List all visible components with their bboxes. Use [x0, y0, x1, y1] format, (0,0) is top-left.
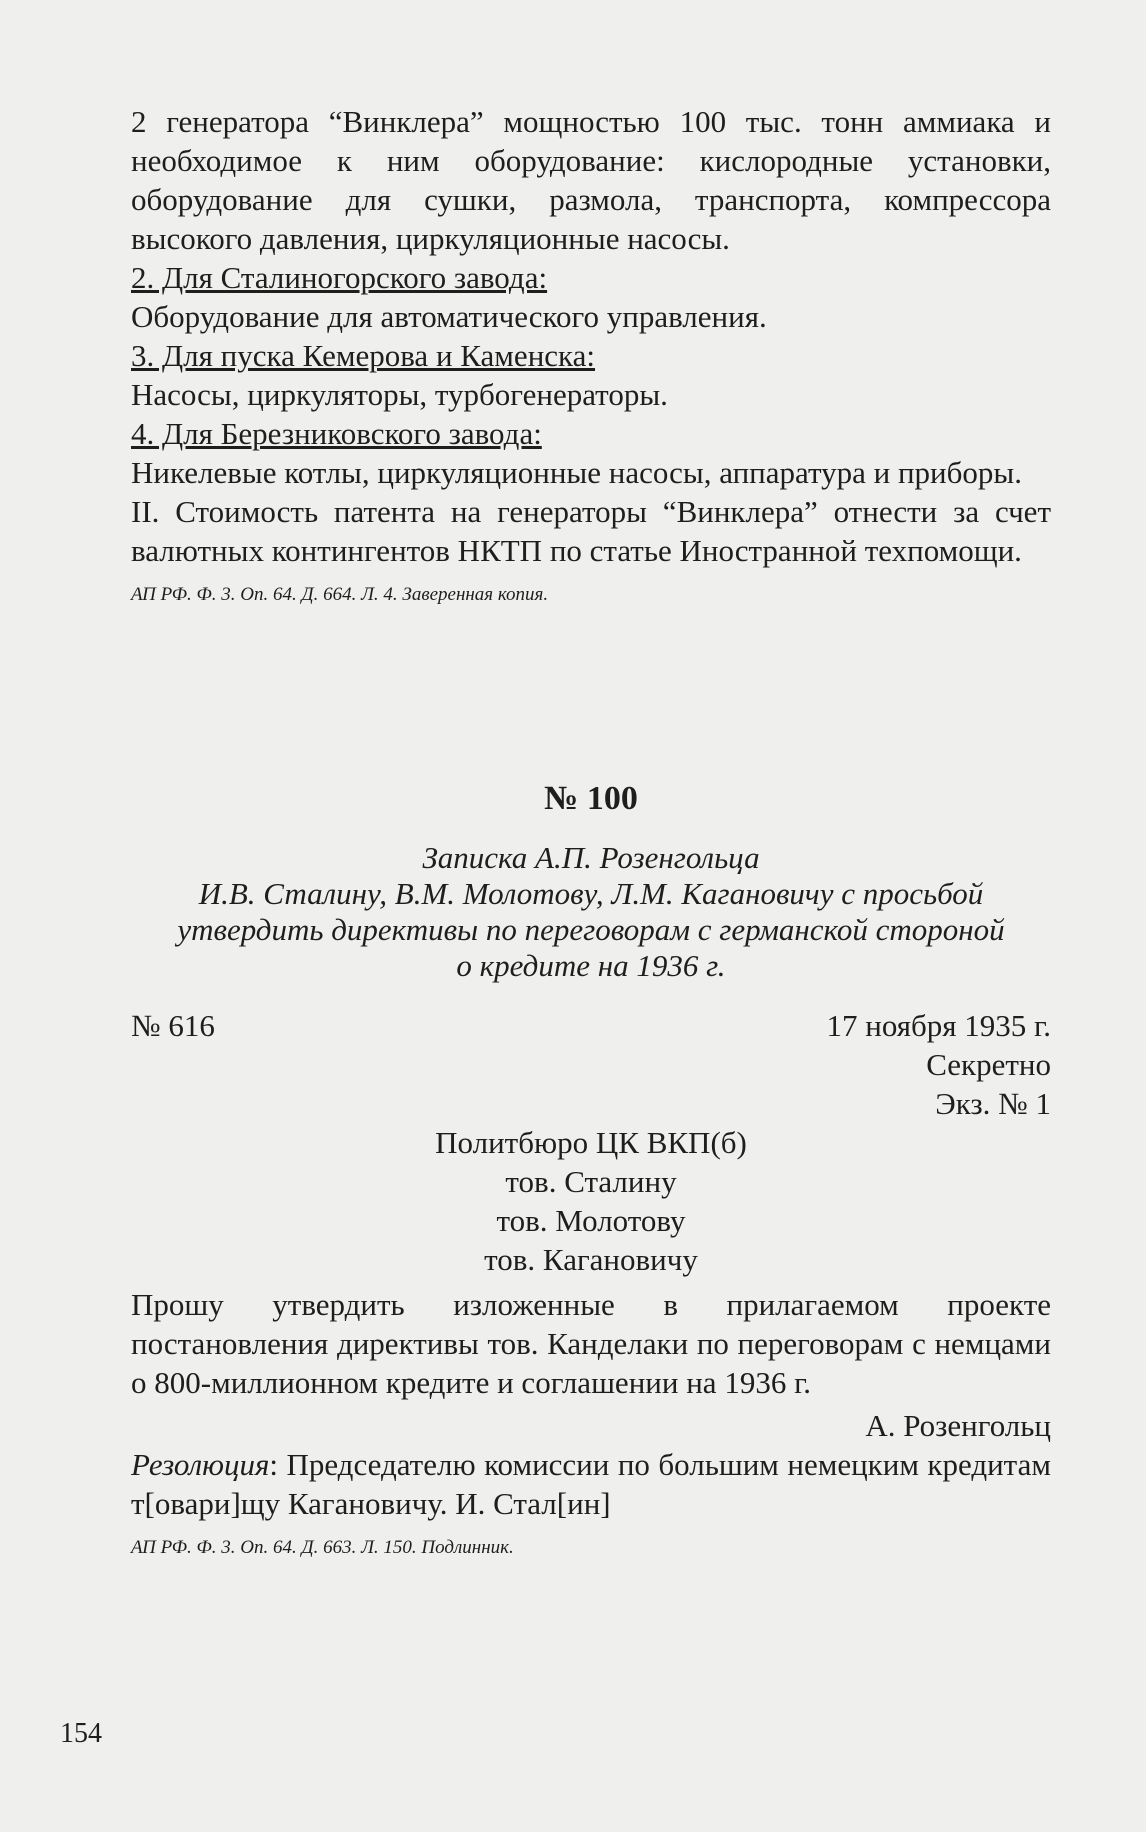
item4-label: 4. Для Березниковского завода: [131, 416, 542, 451]
heading-line-4: о кредите на 1936 г. [456, 948, 726, 983]
paragraph-generators: 2 генератора “Винклера” мощностью 100 тыс. тонн аммиака и необходимое к ним оборудование: кислородные установки, оборудование для сушки, размола, транспорта, компрессора высокого давления, циркуляционные насосы. [131, 104, 1051, 256]
reg-row [131, 1006, 1051, 1045]
doc-body: Прошу утвердить изложенные в прилагаемом проекте постановления директивы тов. Канделаки по переговорам с немцами о 800-миллионном кредите и соглашении на 1936 г. [131, 1287, 1051, 1400]
document-100 [131, 780, 1051, 1561]
item3 [131, 336, 1051, 375]
doc-number: № 100 [544, 780, 638, 817]
heading-line-1: Записка А.П. Розенгольца [422, 840, 760, 875]
heading-line-2: И.В. Сталину, В.М. Молотову, Л.М. Кагановичу с просьбой [198, 876, 984, 911]
source-note-2: АП РФ. Ф. 3. Оп. 64. Д. 663. Л. 150. Подлинник. [131, 1537, 514, 1558]
secret-mark: Секретно [926, 1047, 1051, 1082]
resolution-text: : Председателю комиссии по большим немецким кредитам т[овари]щу Кагановичу. И. Стал[ин] [131, 1447, 1051, 1521]
paragraph-patent: II. Стоимость патента на генераторы “Винклера” отнести за счет валютных контингентов НКТП по статье Иностранной техпомощи. [131, 494, 1051, 568]
addressee-molotov: тов. Молотову [496, 1203, 686, 1238]
item3-label: 3. Для пуска Кемерова и Каменска: [131, 338, 596, 373]
reg-number: № 616 [131, 1008, 215, 1043]
item4 [131, 414, 1051, 453]
item2-label: 2. Для Сталиногорского завода: [131, 260, 548, 295]
resolution-label: Резолюция [131, 1447, 270, 1482]
item4-text: Никелевые котлы, циркуляционные насосы, аппаратура и приборы. [131, 455, 1022, 490]
page-number: 154 [60, 1718, 102, 1749]
addressee-politburo: Политбюро ЦК ВКП(б) [435, 1125, 747, 1160]
item2-text: Оборудование для автоматического управления. [131, 299, 767, 334]
copy-mark: Экз. № 1 [935, 1086, 1051, 1121]
heading-line-3: утвердить директивы по переговорам с германской стороной [177, 912, 1005, 947]
addressee-stalin: тов. Сталину [505, 1164, 677, 1199]
doc-date: 17 ноября 1935 г. [826, 1008, 1051, 1043]
source-note-1: АП РФ. Ф. 3. Оп. 64. Д. 664. Л. 4. Заверенная копия. [131, 584, 549, 605]
resolution [131, 1445, 1051, 1523]
addressee-kaganovich: тов. Кагановичу [484, 1242, 698, 1277]
continuation-text [131, 102, 1051, 608]
signature: А. Розенгольц [865, 1408, 1051, 1443]
item3-text: Насосы, циркуляторы, турбогенераторы. [131, 377, 668, 412]
item2 [131, 258, 1051, 297]
doc-heading [131, 840, 1051, 984]
